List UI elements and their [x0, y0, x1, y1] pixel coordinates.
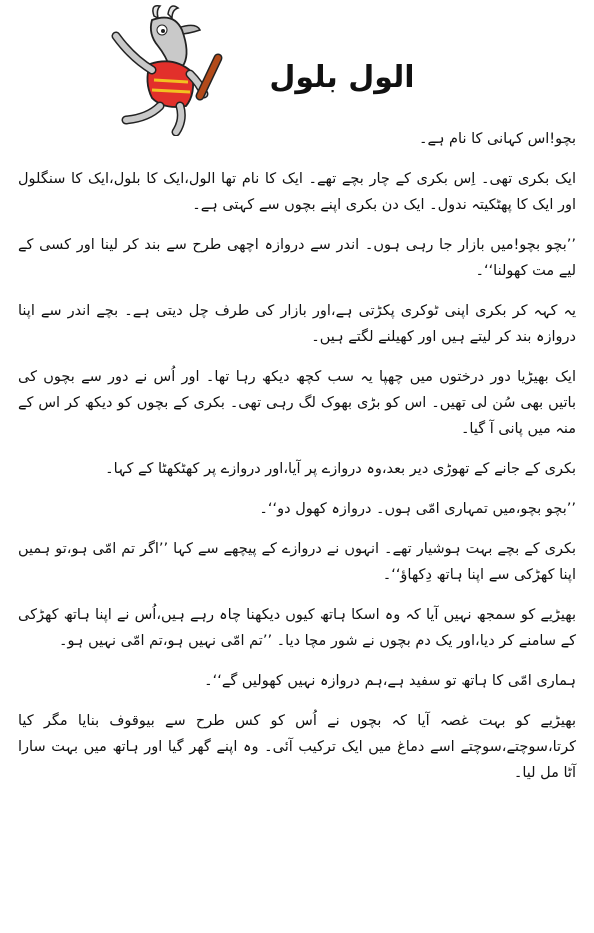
paragraph: ’’بچو بچو،میں تمہاری امّی ہوں۔ دروازہ کھول دو‘‘۔ [259, 501, 576, 517]
goat-illustration [96, 2, 236, 136]
paragraph: بھیڑیے کو بہت غصہ آیا کہ بچوں نے اُس کو کس طرح سے بیوقوف بنایا مگر کیا کرتا،سوچتے،سوچتے اسے دماغ میں ایک ترکیب آئی۔ وہ اپنے گھر گیا اور ہاتھ میں بہت سارا آٹا مل لیا۔ [18, 713, 576, 781]
paragraph: بھیڑیے کو سمجھ نہیں آیا کہ وہ اسکا ہاتھ کیوں دیکھنا چاہ رہے ہیں،اُس نے اپنا ہاتھ کھڑکی کے سامنے کر دیا،اور یک دم بچوں نے شور مچا دیا۔ ’’تم امّی نہیں ہو،تم امّی نہیں ہو۔ [18, 607, 576, 649]
paragraph: بکری کے جانے کے تھوڑی دیر بعد،وہ دروازے پر آیا،اور دروازے پر کھٹکھٹا کے کہا۔ [105, 461, 576, 477]
paragraph: بکری کے بچے بہت ہوشیار تھے۔ انہوں نے دروازے کے پیچھے سے کہا ’’اگر تم امّی ہو،تو ہمیں اپنا کھڑکی سے اپنا ہاتھ دِکھاؤ‘‘۔ [18, 541, 576, 583]
paragraph: ہماری امّی کا ہاتھ تو سفید ہے،ہم دروازہ نہیں کھولیں گے‘‘۔ [204, 673, 576, 689]
story-title: الول بلول [269, 60, 415, 95]
paragraph: ایک بھیڑیا دور درختوں میں چھپا یہ سب کچھ دیکھ رہا تھا۔ اور اُس نے دور سے بچوں کی باتیں بھی سُن لی تھیں۔ اس کو بڑی بھوک لگ رہی تھی۔ بکری کے بچوں کو دیکھ کر اس کے منہ میں پانی آ گیا۔ [18, 369, 576, 437]
paragraph: ’’بچو بچو!میں بازار جا رہی ہوں۔ اندر سے دروازہ اچھی طرح سے بند کر لینا اور کسی کے لیے مت کھولنا‘‘۔ [18, 237, 576, 279]
paragraph: ایک بکری تھی۔ اِس بکری کے چار بچے تھے۔ ایک کا نام تھا الول،ایک کا بلول،ایک کا سنگلول اور ایک کا پھٹکیتہ ندول۔ ایک دن بکری اپنے بچوں سے کہتی ہے۔ [18, 171, 576, 213]
story-text [18, 126, 576, 929]
paragraph: بچو!اس کہانی کا نام ہے۔ [418, 131, 576, 147]
paragraph: یہ کہہ کر بکری اپنی ٹوکری پکڑتی ہے،اور بازار کی طرف چل دیتی ہے۔ بچے اندر سے اپنا دروازہ بند کر لیتے ہیں اور کھیلنے لگتے ہیں۔ [18, 303, 576, 345]
